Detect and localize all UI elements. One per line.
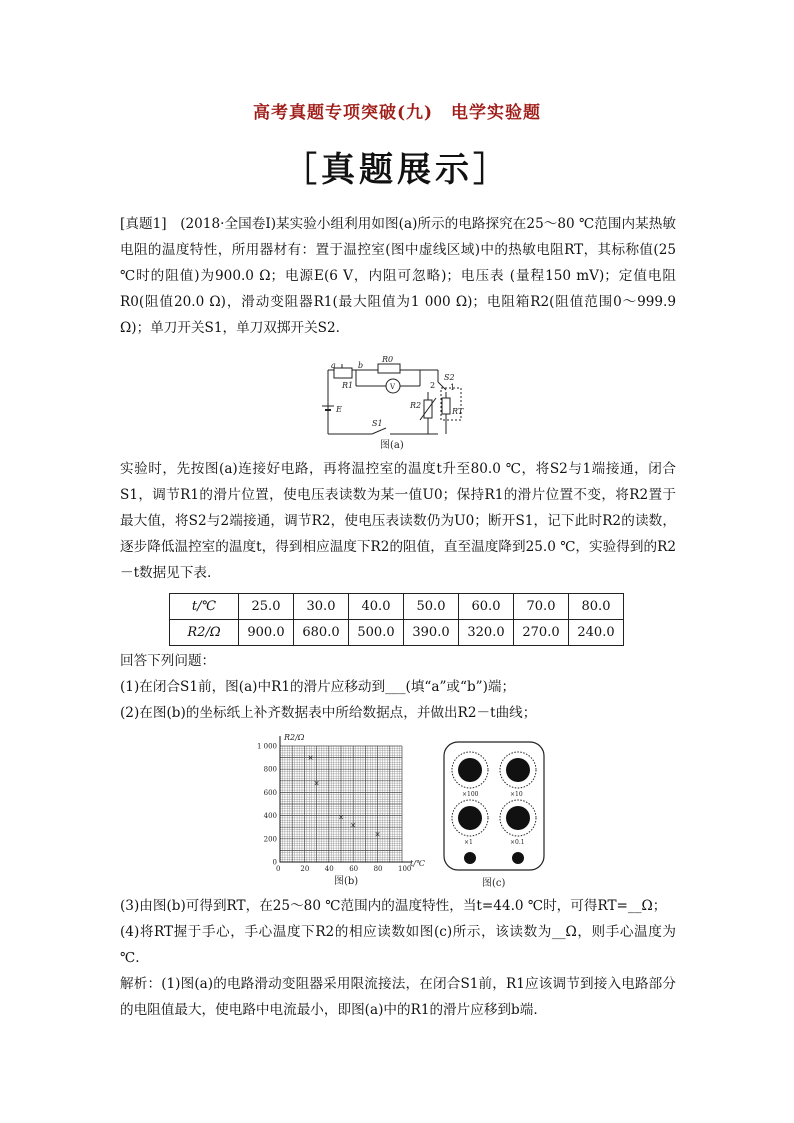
table-cell: 70.0 — [514, 594, 569, 620]
x-tick-label: 100 — [398, 865, 412, 873]
label-rt: RT — [452, 407, 464, 416]
procedure-text — [120, 456, 676, 586]
questions-block — [120, 648, 676, 726]
y-tick-label: 400 — [263, 812, 277, 821]
dial-label-x10: ×10 — [510, 791, 523, 798]
data-point: × — [374, 830, 381, 839]
terminal-left — [464, 852, 476, 864]
data-point: × — [350, 821, 357, 830]
analysis-text: 解析：(1)图(a)的电路滑动变阻器采用限流接法，在闭合S1前，R1应该调节到接入电路部分的电阻值最大，使电路中电流最小，即图(a)中的R1的滑片应移到b端. — [120, 976, 676, 1018]
rt-thermistor — [442, 398, 450, 414]
section-heading: ［真题展示］ — [283, 150, 511, 190]
label-a: a — [331, 361, 336, 370]
table-cell: 900.0 — [239, 620, 294, 646]
dial-label-x0.1: ×0.1 — [510, 839, 525, 846]
table-row — [170, 620, 624, 646]
table-row — [170, 594, 624, 620]
label-v: V — [390, 383, 396, 391]
table-cell: 40.0 — [349, 594, 404, 620]
dial-label-x100: ×100 — [462, 791, 479, 798]
label-2: 2 — [430, 381, 436, 390]
questions-intro: 回答下列问题： — [120, 653, 216, 669]
y-tick-label: 0 — [272, 858, 277, 867]
table-cell: 25.0 — [239, 594, 294, 620]
data-point: × — [313, 779, 320, 788]
figure-b-caption: 图(b) — [334, 876, 359, 887]
dial-label-x1: ×1 — [464, 839, 473, 846]
x-tick-label: 20 — [300, 865, 310, 873]
label-1: 1 — [450, 383, 456, 392]
r1-rheostat — [334, 368, 352, 378]
circuit-diagram — [320, 352, 480, 452]
table-cell: 680.0 — [294, 620, 349, 646]
x-tick-label: 40 — [324, 865, 334, 873]
data-point: × — [307, 754, 314, 763]
table-cell: 320.0 — [459, 620, 514, 646]
questions-block-2 — [120, 893, 676, 1023]
table-cell: 270.0 — [514, 620, 569, 646]
label-r1: R1 — [342, 381, 354, 390]
label-e: E — [336, 405, 342, 414]
label-r2: R2 — [410, 401, 422, 410]
terminal-right — [512, 852, 524, 864]
question-1: (1)在闭合S1前，图(a)中R1的滑片应移动到___(填“a”或“b”)端； — [120, 679, 516, 695]
label-s2: S2 — [444, 373, 455, 382]
y-tick-label: 800 — [263, 765, 277, 774]
y-tick-label: 200 — [263, 835, 277, 844]
table-cell: 80.0 — [569, 594, 624, 620]
label-b: b — [358, 361, 364, 370]
problem-intro — [120, 211, 676, 341]
x-tick-label: 60 — [349, 865, 359, 873]
table-cell: 60.0 — [459, 594, 514, 620]
table-cell: 240.0 — [569, 620, 624, 646]
r0-resistor — [378, 364, 400, 373]
y-tick-label: 600 — [263, 788, 277, 797]
problem-paragraph-2: 实验时，先按图(a)连接好电路，再将温控室的温度t升至80.0 ℃，将S2与1端接通，闭合S1，调节R1的滑片位置，使电压表读数为某一值U0；保持R1的滑片位置不变，将R2置于最大值，将S2与2端接通，调节R2，使电压表读数仍为U0；断开S1，记下此时R2的读数，逐步降低温控室的温度t，得到相应温度下R2的阻值，直至温度降到25.0 ℃，实验得到的R2－t数据见下表. — [120, 461, 676, 581]
page-title: 高考真题专项突破(九) 电学实验题 — [252, 103, 542, 123]
resistance-box-figure — [440, 738, 550, 890]
figure-c-caption: 图(c) — [482, 878, 506, 889]
x-tick-label: 0 — [276, 865, 281, 873]
table-cell: 30.0 — [294, 594, 349, 620]
problem-paragraph-1: [真题1] (2018·全国卷Ⅰ)某实验小组利用如图(a)所示的电路探究在25～80 ℃范围内某热敏电阻的温度特性，所用器材有：置于温控室(图中虚线区域)中的热敏电阻RT，其标称值(25 ℃时的阻值)为900.0 Ω；电源E(6 V，内阻可忽略)；电压表 (量程150 mV)；定值电阻R0(阻值20.0 Ω)，滑动变阻器R1(最大阻值为1 000 Ω)；电阻箱R2(阻值范围0～999.9 Ω)；单刀开关S1，单刀双掷开关S2. — [120, 216, 676, 336]
table-header: R2/Ω — [170, 620, 239, 646]
table-cell: 500.0 — [349, 620, 404, 646]
label-s1: S1 — [372, 419, 383, 428]
question-2: (2)在图(b)的坐标纸上补齐数据表中所给数据点，并做出R2－t曲线； — [120, 705, 537, 721]
y-axis-label: R2/Ω — [284, 733, 305, 742]
figure-a-caption: 图(a) — [380, 440, 404, 451]
question-3: (3)由图(b)可得到RT，在25～80 ℃范围内的温度特性，当t=44.0 ℃时，可得RT=__Ω； — [120, 898, 667, 914]
table-header: t/℃ — [170, 594, 239, 620]
y-tick-label: 1 000 — [256, 742, 277, 751]
data-point: × — [338, 813, 344, 822]
x-tick-label: 80 — [373, 865, 383, 873]
question-4: (4)将RT握于手心，手心温度下R2的相应读数如图(c)所示，该读数为__Ω，则手心温度为 ℃. — [120, 924, 676, 966]
label-r0: R0 — [382, 355, 394, 364]
data-table — [169, 593, 624, 646]
x-axis-label: t/℃ — [410, 859, 425, 868]
table-cell: 50.0 — [404, 594, 459, 620]
table-cell: 390.0 — [404, 620, 459, 646]
r2-t-chart — [254, 730, 434, 890]
